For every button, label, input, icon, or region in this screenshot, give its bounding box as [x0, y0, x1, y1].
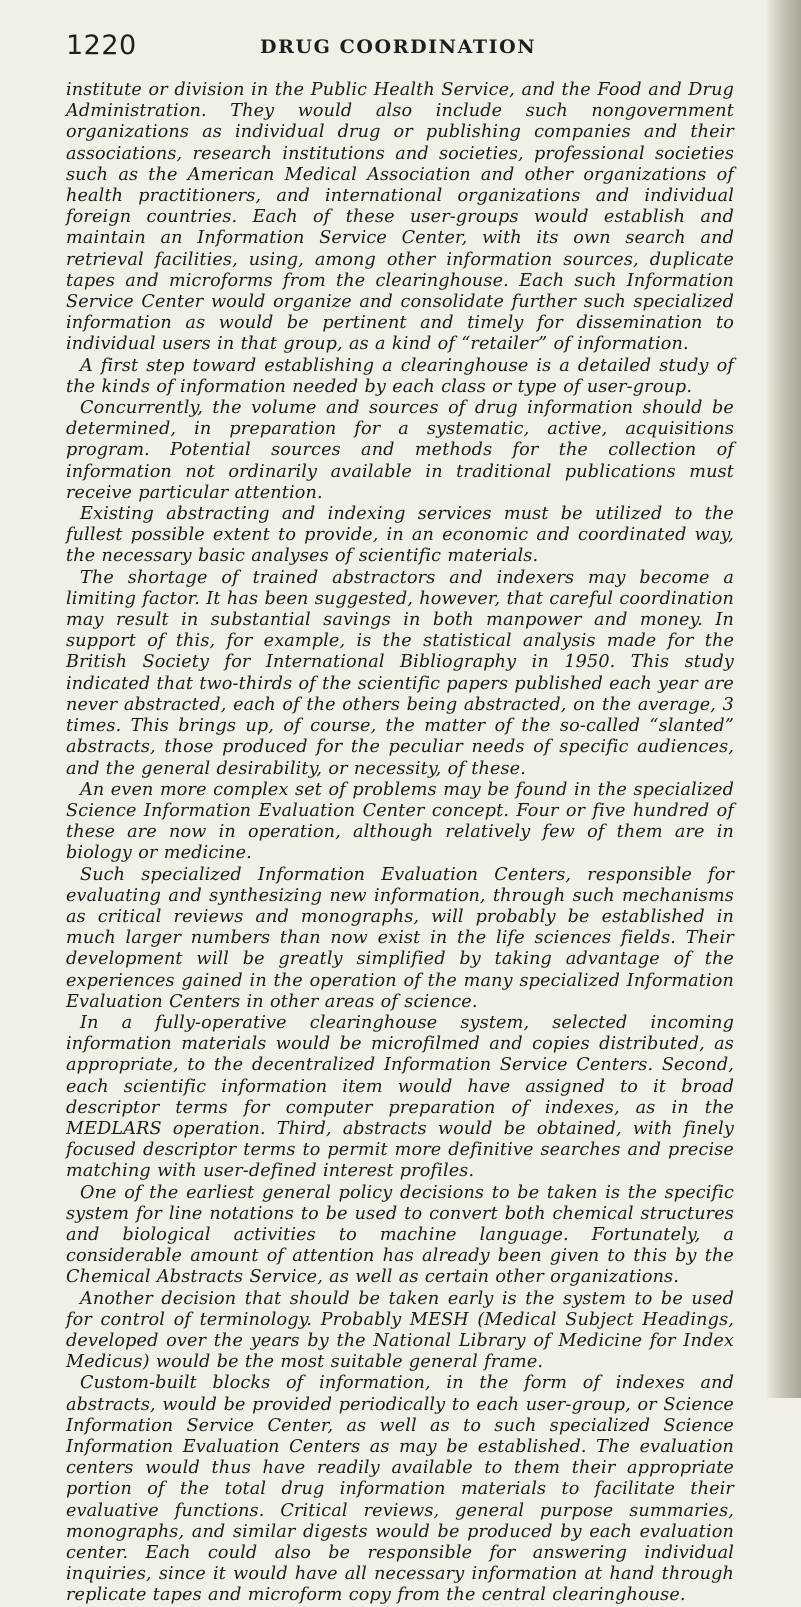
paragraph-6: An even more complex set of problems may be found in the specialized Science Information Evaluation Center concept. Four or five hundred of these are now in operation, although relatively few of them are in biology or medicine.: [66, 779, 734, 864]
paragraph-1: institute or division in the Public Health Service, and the Food and Drug Administration. They would also include such nongovernment organizations as individual drug or publishing companies and their associations, research institutions and societies, professional societies such as the American Medical Association and other organizations of health practitioners, and international organizations and individual foreign countries. Each of these user-groups would establish and maintain an Information Service Center, with its own search and retrieval facilities, using, among other information sources, duplicate tapes and microforms from the clearinghouse. Each such Information Service Center would organize and consolidate further such specialized information as would be pertinent and timely for dissemination to individual users in that group, as a kind of “retailer” of information.: [66, 80, 734, 355]
page-header: [66, 30, 734, 68]
paragraph-7: Such specialized Information Evaluation Centers, responsible for evaluating and synthesizing new information, through such mechanisms as critical reviews and monographs, will probably be established in much larger numbers than now exist in the life sciences fields. Their development will be greatly simplified by taking advantage of the experiences gained in the operation of the many specialized Information Evaluation Centers in other areas of science.: [66, 864, 734, 1012]
paragraph-9: One of the earliest general policy decisions to be taken is the specific system for line notations to be used to convert both chemical structures and biological activities to machine language. Fortunately, a considerable amount of attention has already been given to this by the Chemical Abstracts Service, as well as certain other organizations.: [66, 1182, 734, 1288]
page-edge-shadow: [767, 0, 801, 1398]
body-text: [66, 80, 734, 1607]
paragraph-4: Existing abstracting and indexing services must be utilized to the fullest possible extent to provide, in an economic and coordinated way, the necessary basic analyses of scientific materials.: [66, 504, 734, 567]
paragraph-11: Custom-built blocks of information, in the form of indexes and abstracts, would be provided periodically to each user-group, or Science Information Service Center, as well as to such specialized Science Information Evaluation Centers as may be established. The evaluation centers would thus have readily available to them their appropriate portion of the total drug information materials to facilitate their evaluative functions. Critical reviews, general purpose summaries, monographs, and similar digests would be produced by each evaluation center. Each could also be responsible for answering individual inquiries, since it would have all necessary information at hand through replicate tapes and microform copy from the central clearinghouse.: [66, 1373, 734, 1606]
paragraph-2: A first step toward establishing a clearinghouse is a detailed study of the kinds of information needed by each class or type of user-group.: [66, 355, 734, 397]
paragraph-10: Another decision that should be taken early is the system to be used for control of terminology. Probably MESH (Medical Subject Headings, developed over the years by the National Library of Medicine for Index Medicus) would be the most suitable general frame.: [66, 1288, 734, 1373]
running-head: DRUG COORDINATION: [260, 36, 537, 58]
paragraph-3: Concurrently, the volume and sources of drug information should be determined, in preparation for a systematic, active, acquisitions program. Potential sources and methods for the collection of information not ordinarily available in traditional publications must receive particular attention.: [66, 398, 734, 503]
paragraph-8: In a fully-operative clearinghouse system, selected incoming information materials would be microfilmed and copies distributed, as appropriate, to the decentralized Information Service Centers. Second, each scientific information item would have assigned to it broad descriptor terms for computer preparation of indexes, as in the MEDLARS operation. Third, abstracts would be obtained, with finely focused descriptor terms to permit more definitive searches and precise matching with user-defined interest profiles.: [66, 1012, 734, 1182]
page-number: 1220: [66, 30, 137, 61]
paragraph-5: The shortage of trained abstractors and indexers may become a limiting factor. It has been suggested, however, that careful coordination may result in substantial savings in both manpower and money. In support of this, for example, is the statistical analysis made for the British Society for International Bibliography in 1950. This study indicated that two-thirds of the scientific papers published each year are never abstracted, each of the others being abstracted, on the average, 3 times. This brings up, of course, the matter of the so-called “slanted” abstracts, those produced for the peculiar needs of specific audiences, and the general desirability, or necessity, of these.: [66, 567, 734, 779]
